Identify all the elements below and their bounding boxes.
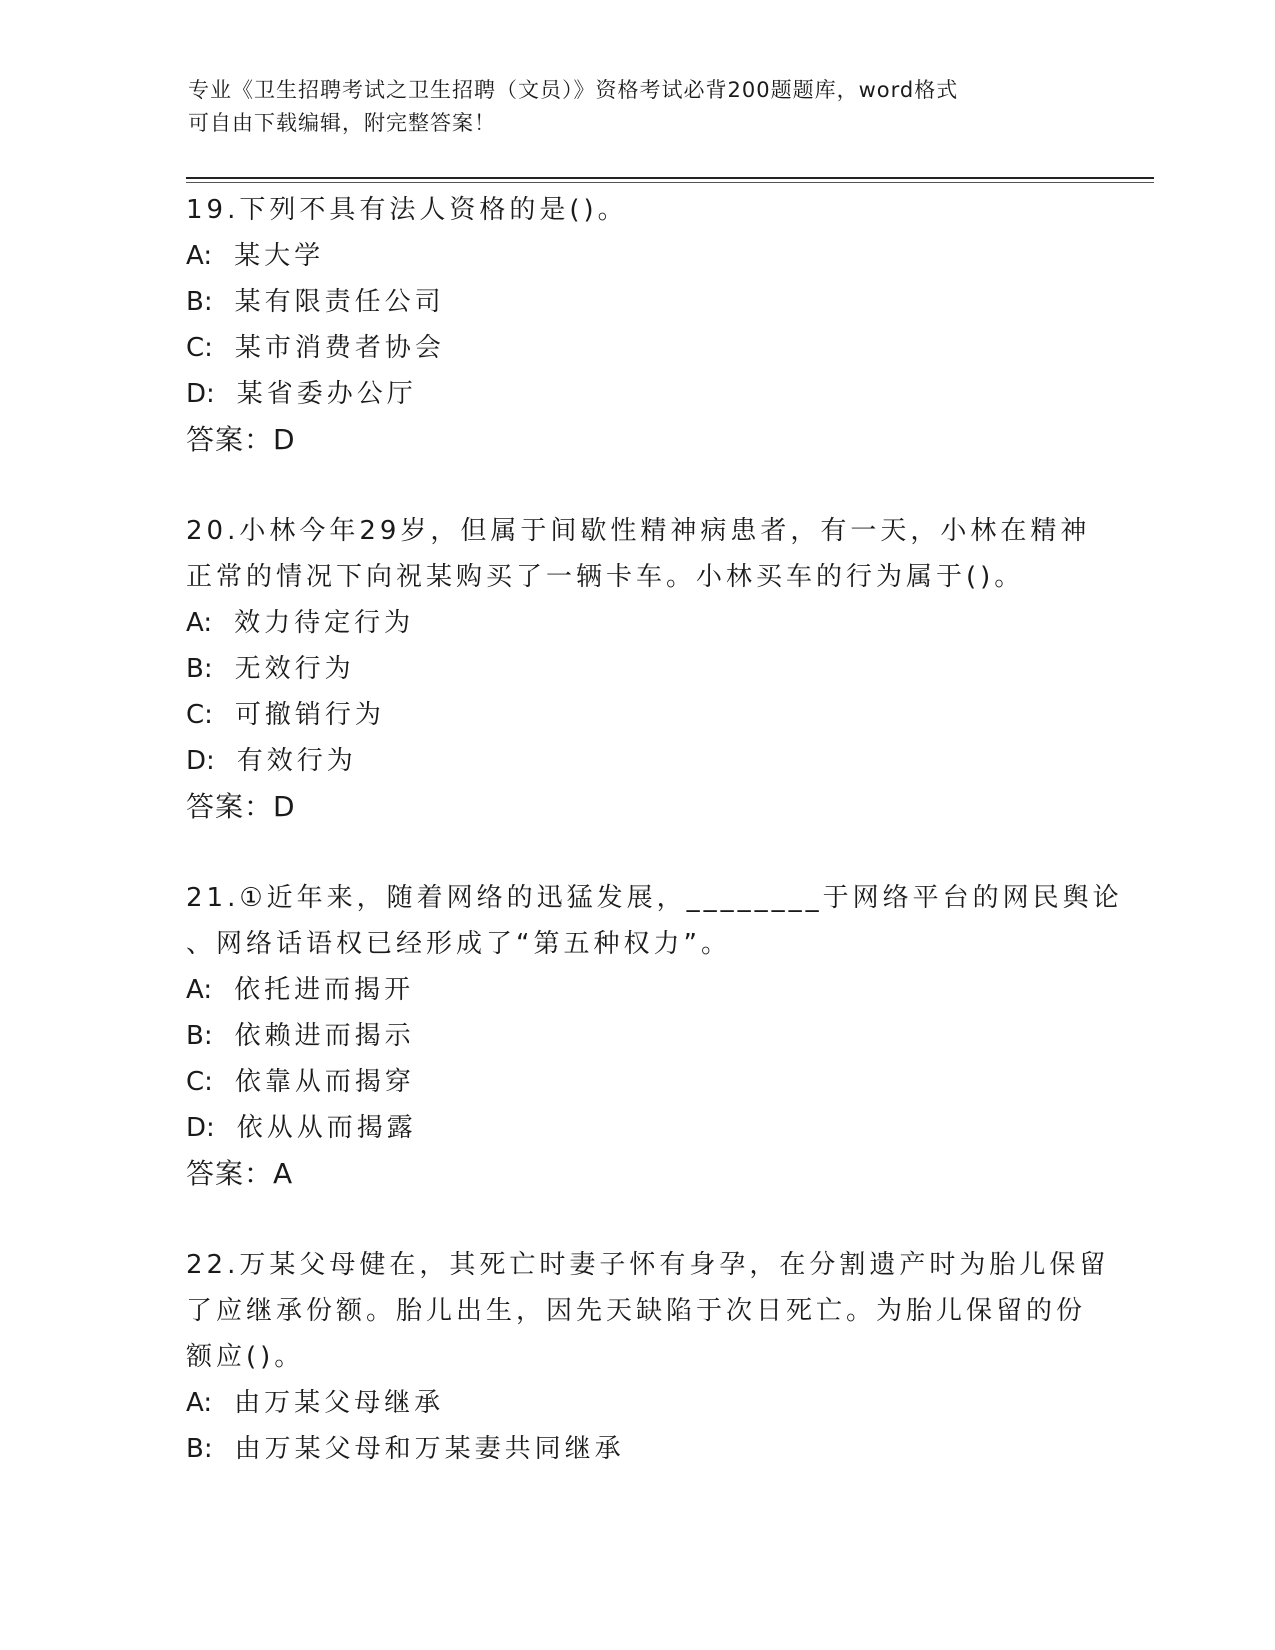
option-letter: B: [186, 1434, 213, 1464]
question-text: 额应()。 [186, 1342, 305, 1372]
option-a [186, 1380, 1086, 1426]
question-list [186, 187, 1123, 1472]
option-letter: A: [186, 975, 213, 1005]
option-letter: C: [186, 333, 213, 363]
option-d [186, 738, 1086, 784]
answer-line: 答案：D [186, 790, 296, 823]
option-letter: D: [186, 746, 215, 776]
option-d [186, 371, 1086, 417]
option-letter: D: [186, 379, 215, 409]
question-text: 19.下列不具有法人资格的是()。 [186, 195, 628, 225]
header-line-1: 专业《卫生招聘考试之卫生招聘（文员）》资格考试必背200题题库，word格式 [188, 78, 959, 102]
option-b [186, 279, 1086, 325]
option-letter: A: [186, 608, 213, 638]
answer-line: 答案：A [186, 1157, 294, 1190]
option-b [186, 1426, 1086, 1472]
option-letter: C: [186, 1067, 213, 1097]
option-text: 某大学 [234, 241, 325, 271]
option-a [186, 967, 1086, 1013]
option-text: 由万某父母和万某妻共同继承 [234, 1434, 625, 1464]
option-letter: B: [186, 287, 213, 317]
option-letter: A: [186, 1388, 213, 1418]
option-text: 某有限责任公司 [234, 287, 445, 317]
question-text: 21.①近年来，随着网络的迅猛发展，________于网络平台的网民舆论 [186, 883, 1123, 913]
option-text: 某市消费者协会 [234, 333, 445, 363]
option-text: 有效行为 [236, 746, 357, 776]
option-text: 依靠从而揭穿 [234, 1067, 415, 1097]
answer-line: 答案：D [186, 423, 296, 456]
document-header [188, 74, 1088, 140]
question-22 [186, 1242, 1110, 1472]
question-text: 22.万某父母健在，其死亡时妻子怀有身孕，在分割遗产时为胎儿保留 [186, 1250, 1110, 1280]
option-letter: A: [186, 241, 213, 271]
option-c [186, 325, 1086, 371]
option-text: 某省委办公厅 [236, 379, 417, 409]
option-a [186, 233, 1086, 279]
option-a [186, 600, 1086, 646]
question-text: 、网络话语权已经形成了“第五种权力”。 [186, 929, 731, 959]
option-text: 依赖进而揭示 [234, 1021, 415, 1051]
option-text: 由万某父母继承 [234, 1388, 445, 1418]
option-text: 依从从而揭露 [236, 1113, 417, 1143]
option-d [186, 1105, 1086, 1151]
option-letter: D: [186, 1113, 215, 1143]
option-c [186, 1059, 1086, 1105]
option-text: 无效行为 [234, 654, 355, 684]
question-19 [186, 187, 1086, 463]
option-text: 效力待定行为 [234, 608, 415, 638]
option-letter: B: [186, 1021, 213, 1051]
question-text: 了应继承份额。胎儿出生，因先天缺陷于次日死亡。为胎儿保留的份 [186, 1296, 1087, 1326]
question-text: 正常的情况下向祝某购买了一辆卡车。小林买车的行为属于()。 [186, 562, 1025, 592]
option-text: 依托进而揭开 [234, 975, 415, 1005]
header-divider-thick [186, 177, 1154, 179]
option-c [186, 692, 1086, 738]
option-letter: B: [186, 654, 213, 684]
header-line-2: 可自由下载编辑，附完整答案！ [188, 111, 496, 135]
question-20 [186, 508, 1091, 830]
option-text: 可撤销行为 [234, 700, 385, 730]
header-divider-thin [186, 182, 1154, 183]
question-text: 20.小林今年29岁，但属于间歇性精神病患者，有一天，小林在精神 [186, 516, 1091, 546]
option-letter: C: [186, 700, 213, 730]
option-b [186, 646, 1086, 692]
option-b [186, 1013, 1086, 1059]
question-21 [186, 875, 1123, 1197]
